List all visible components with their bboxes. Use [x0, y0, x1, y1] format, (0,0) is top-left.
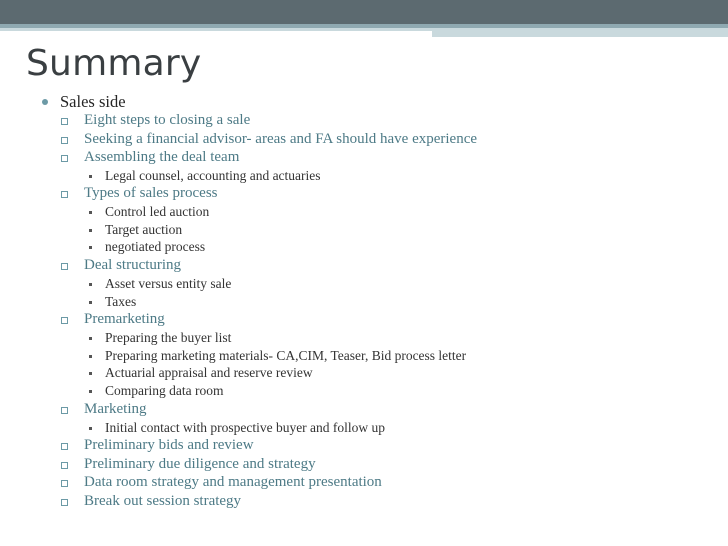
bullet-marker-icon — [89, 427, 92, 430]
bullet-text: Marketing — [84, 401, 147, 417]
bullet-text: Assembling the deal team — [84, 149, 240, 165]
bullet-marker-icon — [89, 211, 92, 214]
slide-title: Summary — [26, 43, 202, 84]
bullet-marker-icon — [61, 118, 68, 125]
bullet-text: Preliminary due diligence and strategy — [84, 455, 316, 472]
bullet-marker-icon — [89, 355, 92, 358]
bullet-text: Data room strategy and management presentation — [84, 474, 382, 491]
bullet-marker-icon — [89, 175, 92, 178]
bullet-marker-icon — [61, 480, 68, 487]
bullet-text: Break out session strategy — [84, 492, 242, 509]
bullet-marker-icon — [61, 155, 68, 162]
header-band — [0, 0, 728, 24]
bullet-text: Eight steps to closing a sale — [84, 112, 251, 128]
bullet-text: Preliminary bids and review — [84, 437, 254, 454]
bullet-text: Seeking a financial advisor- areas and FA should have experience — [84, 130, 478, 147]
bullet-text: Preparing marketing materials- CA,CIM, Teaser, Bid process letter — [105, 347, 467, 363]
bullet-marker-icon — [42, 99, 48, 105]
bullet-text: Deal structuring — [84, 257, 182, 274]
bullet-text: negotiated process — [105, 239, 206, 255]
bullet-text: Control led auction — [105, 203, 210, 219]
bullet-marker-icon — [61, 191, 68, 198]
bullet-marker-icon — [89, 301, 92, 304]
bullet-text: Legal counsel, accounting and actuaries — [105, 167, 321, 183]
bullet-text: Taxes — [105, 293, 137, 309]
bullet-marker-icon — [89, 372, 92, 375]
bullet-text: Premarketing — [84, 311, 165, 328]
bullet-marker-icon — [89, 337, 92, 340]
bullet-text: Initial contact with prospective buyer and follow up — [105, 419, 386, 435]
bullet-text: Target auction — [105, 221, 183, 237]
bullet-marker-icon — [61, 407, 68, 414]
bullet-marker-icon — [89, 229, 92, 232]
bullet-marker-icon — [61, 137, 68, 144]
bullet-text: Actuarial appraisal and reserve review — [105, 365, 313, 381]
bullet-marker-icon — [61, 443, 68, 450]
bullet-marker-icon — [89, 246, 92, 249]
bullet-text: Comparing data room — [105, 383, 224, 399]
bullet-text: Preparing the buyer list — [105, 329, 232, 345]
bullet-text: Types of sales process — [84, 185, 218, 202]
bullet-marker-icon — [89, 283, 92, 286]
bullet-marker-icon — [61, 317, 68, 324]
bullet-marker-icon — [89, 390, 92, 393]
bullet-text: Asset versus entity sale — [105, 275, 232, 291]
title-accent-bar — [432, 31, 728, 37]
bullet-marker-icon — [61, 462, 68, 469]
bullet-marker-icon — [61, 263, 68, 270]
bullet-marker-icon — [61, 499, 68, 506]
bullet-text: Sales side — [60, 92, 126, 111]
